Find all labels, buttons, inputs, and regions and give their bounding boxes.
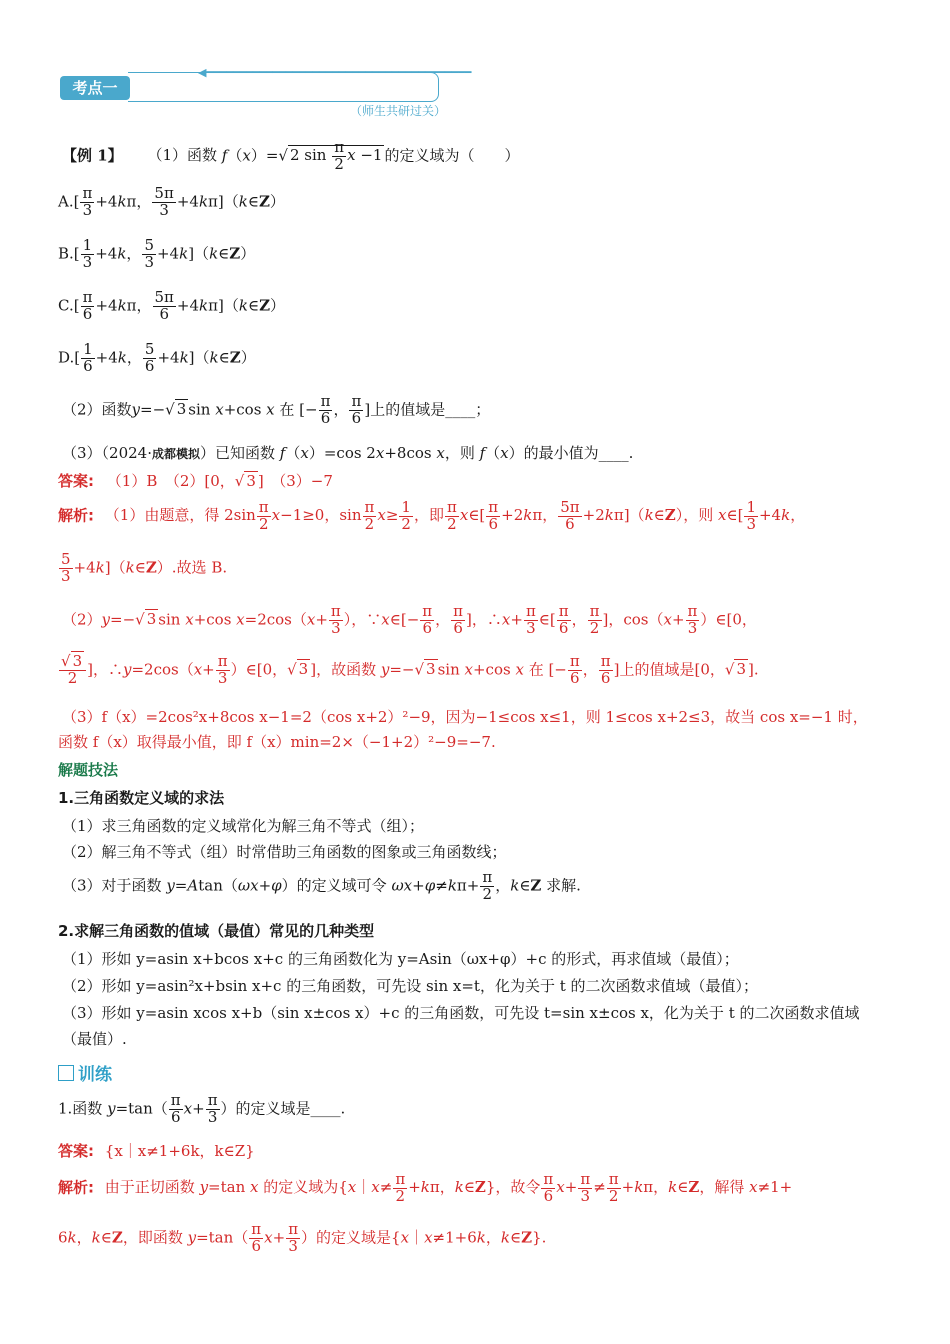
training-analysis: 解析: 由于正切函数 y=tan x 的定义域为{x｜x≠ $\frac{\pi}{2}$ +kπ，k∈Z}，故令 $\frac{\pi}{6}$ x+ $\frac{\pi}{3}$ ≠ $\frac{\pi}{2}$ +kπ，k∈Z，解得 x≠1+ bbox=[58, 1170, 793, 1205]
option-a: A.[ $\frac{\pi}{3}$ +4kπ， $\frac{5\pi}{3}$ +4kπ]（k∈Z） bbox=[58, 184, 285, 219]
example-q2: （2）函数y=−√ 3 sin x+cos x 在 [− $\frac{\pi}{6}$ ， $\frac{\pi}{6}$ ]上的值域是____； bbox=[62, 392, 491, 427]
tips-s1-item-3: （3）对于函数 y=Atan（ωx+φ）的定义域可令 ωx+φ≠kπ+ $\frac{\pi}{2}$ ，k∈Z 求解. bbox=[62, 868, 581, 903]
tips-s2-item-4: （最值）. bbox=[62, 1030, 127, 1048]
answer-line: 答案: （1）B （2）[0，√ 3 ] （3）−7 bbox=[58, 472, 333, 490]
analysis-p2-cont: $\frac{√ 3}{2}$ ]，∴y=2cos（x+ $\frac{\pi}{3}$ ）∈[0，√ 3 ]，故函数 y=−√ 3 sin x+cos x 在 [− $\frac{\pi}{6}$ ， $\frac{\pi}{6}$ ]上的值域是[0，√ 3 ]. bbox=[61, 652, 759, 687]
tips-s2-item-3: （3）形如 y=asin xcos x+b（sin x±cos x）+c 的三角函数，可先设 t=sin x±cos x，化为关于 t 的二次函数求值域 bbox=[62, 1004, 860, 1022]
tips-s1-item-2: （2）解三角不等式（组）时常借助三角函数的图象或三角函数线； bbox=[62, 843, 507, 861]
analysis-p1-cont: $\frac{5}{3}$ +4k]（k∈Z）.故选 B. bbox=[61, 550, 228, 585]
tips-s2-item-1: （1）形如 y=asin x+bcos x+c 的三角函数化为 y=Asin（ωx+φ）+c 的形式，再求值域（最值）； bbox=[62, 950, 739, 968]
tips-section-2: 2.求解三角函数的值域（最值）常见的几种类型 bbox=[58, 922, 375, 940]
analysis-p3-cont: 函数 f（x）取得最小值，即 f（x）min=2×（−1+2）²−9=−7. bbox=[58, 733, 496, 751]
tips-section-1: 1.三角函数定义域的求法 bbox=[58, 789, 225, 807]
arrow-left-icon: ◀━━━━━━━━━━━━━━━━━━━━━━━━━━━━━━━━━━━━━━━━ bbox=[198, 66, 472, 79]
example-q1: 【例 1】 （1）函数 f（x）=√ 2 sin $\frac{\pi}{2}$ x −1 的定义域为（ ） bbox=[62, 138, 520, 173]
tips-title: 解题技法 bbox=[58, 761, 119, 779]
tips-s2-item-2: （2）形如 y=asin²x+bsin x+c 的三角函数，可先设 sin x=t，化为关于 t 的二次函数求值域（最值）； bbox=[62, 977, 759, 995]
training-header: 训练 bbox=[58, 1060, 112, 1085]
section-badge: 考点一 bbox=[60, 76, 130, 100]
training-analysis-cont: 6k，k∈Z，即函数 y=tan（ $\frac{\pi}{6}$ x+ $\frac{\pi}{3}$ ）的定义域是{x｜x≠1+6k，k∈Z}. bbox=[58, 1220, 547, 1255]
option-b: B.[ $\frac{1}{3}$ +4k， $\frac{5}{3}$ +4k]（k∈Z） bbox=[58, 236, 256, 271]
training-answer: 答案: {x｜x≠1+6k，k∈Z} bbox=[58, 1142, 255, 1160]
example-tag: 【例 1】 bbox=[62, 146, 123, 165]
training-q1: 1.函数 y=tan（ $\frac{\pi}{6}$ x+ $\frac{\pi}{3}$ ）的定义域是____. bbox=[58, 1091, 346, 1126]
analysis-p2: （2）y=−√ 3 sin x+cos x=2cos（x+ $\frac{\pi}{3}$ ），∵x∈[− $\frac{\pi}{6}$ ， $\frac{\pi}{6}$ ]，∴x+ $\frac{\pi}{3}$ ∈[ $\frac{\pi}{6}$ ， $\frac{\pi}{2}$ ]，cos（x+ $\frac{\pi}{3}$ ）∈[0， bbox=[62, 602, 757, 637]
analysis-p3: （3）f（x）=2cos²x+8cos x−1=2（cos x+2）²−9，因为−1≤cos x≤1，则 1≤cos x+2≤3，故当 cos x=−1 时， bbox=[62, 708, 868, 726]
option-d: D.[ $\frac{1}{6}$ +4k， $\frac{5}{6}$ +4k]（k∈Z） bbox=[58, 340, 256, 375]
example-q3: （3）（2024·成都模拟）已知函数 f（x）=cos 2x+8cos x，则 f（x）的最小值为____. bbox=[62, 444, 634, 462]
option-c: C.[ $\frac{\pi}{6}$ +4kπ， $\frac{5\pi}{6}$ +4kπ]（k∈Z） bbox=[58, 288, 286, 323]
section-subtitle: （师生共研过关） bbox=[350, 104, 447, 118]
tips-s1-item-1: （1）求三角函数的定义域常化为解三角不等式（组）； bbox=[62, 817, 425, 835]
analysis-p1: 解析: （1）由题意，得 2sin $\frac{\pi}{2}$ x−1≥0，sin $\frac{\pi}{2}$ x≥ $\frac{1}{2}$ ，即 $\frac{\pi}{2}$ x∈[ $\frac{\pi}{6}$ +2kπ， $\frac{5\pi}{6}$ +2kπ]（k∈Z），则 x∈[ $\frac{1}{3}$ +4k， bbox=[58, 498, 806, 533]
pencil-icon bbox=[58, 1065, 74, 1081]
